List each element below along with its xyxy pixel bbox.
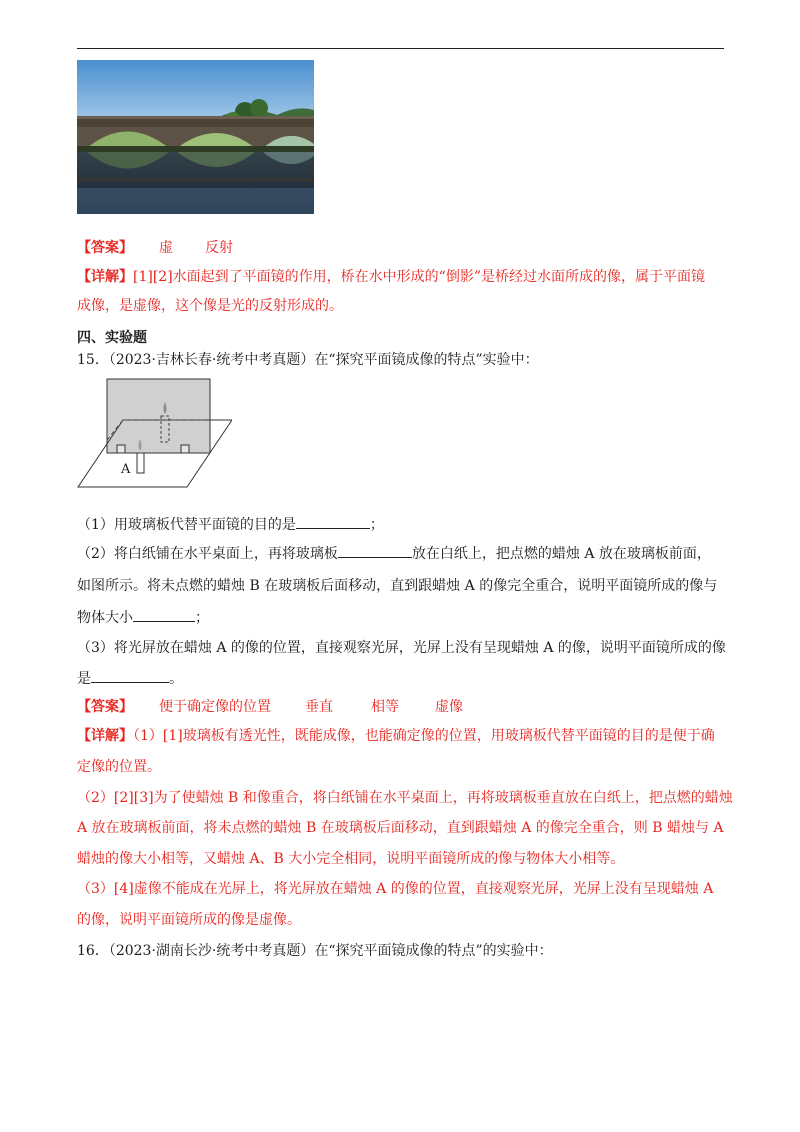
detail-15-line-1	[77, 726, 715, 746]
part-text: 物体大小	[77, 610, 133, 626]
question-15-stem: 15．（2023·吉林长春·统考中考真题）在“探究平面镜成像的特点”实验中：	[77, 352, 539, 368]
answer-item: 便于确定像的位置	[159, 699, 271, 715]
detail-15-line-6: （3）[4]虚像不能成在光屏上，将光屏放在蜡烛 A 的像的位置，直接观察光屏，光屏上没有呈现蜡烛 A	[77, 881, 714, 897]
answer-item: 垂直	[305, 699, 333, 715]
detail-label: 【详解】	[77, 269, 133, 285]
part-text: （1）用玻璃板代替平面镜的目的是	[77, 517, 296, 533]
answer-blank-4[interactable]	[91, 668, 169, 683]
part-text: ；	[195, 610, 209, 626]
answer-item: 反射	[205, 240, 233, 256]
answer-item: 相等	[371, 699, 399, 715]
detail-14-line-1	[77, 267, 705, 287]
question-15-part-3-line-2	[77, 668, 183, 689]
detail-14-line-2: 成像，是虚像，这个像是光的反射形成的。	[77, 298, 343, 314]
detail-15-line-4: A 放在玻璃板前面，将未点燃的蜡烛 B 在玻璃板后面移动，直到跟蜡烛 A 的像完全重合，则 B 蜡烛与 A	[77, 820, 724, 836]
bridge-photo	[77, 60, 314, 214]
answer-blank-3[interactable]	[133, 607, 195, 622]
detail-15-line-2: 定像的位置。	[77, 759, 161, 775]
detail-15-line-7: 的像，说明平面镜所成的像是虚像。	[77, 912, 301, 928]
candle-a-label: A	[121, 462, 131, 477]
answer-14	[77, 238, 233, 258]
answer-blank-2[interactable]	[338, 543, 412, 558]
detail-15-line-5: 蜡烛的像大小相等，又蜡烛 A、B 大小完全相同，说明平面镜所成的像与物体大小相等。	[77, 851, 625, 867]
answer-blank-1[interactable]	[296, 514, 370, 529]
answer-15	[77, 697, 463, 717]
answer-item: 虚像	[435, 699, 463, 715]
part-text: （2）将白纸铺在水平桌面上，再将玻璃板	[77, 546, 338, 562]
question-15-part-2-line-2: 如图所示。将未点燃的蜡烛 B 在玻璃板后面移动，直到跟蜡烛 A 的像完全重合，说明平面镜所成的像与	[77, 578, 718, 594]
part-text: 是	[77, 671, 91, 687]
question-15-part-1	[77, 514, 384, 535]
answer-label: 【答案】	[77, 699, 133, 715]
detail-15-line-3: （2）[2][3]为了使蜡烛 B 和像重合，将白纸铺在水平桌面上，再将玻璃板垂直放在白纸上，把点燃的蜡烛	[77, 790, 733, 806]
detail-text: [1][2]水面起到了平面镜的作用，桥在水中形成的“倒影”是桥经过水面所成的像，属于平面镜	[133, 269, 705, 285]
part-text: 。	[169, 671, 183, 687]
answer-item: 虚	[159, 240, 173, 256]
detail-label: 【详解】	[77, 728, 133, 744]
question-15-part-3: （3）将光屏放在蜡烛 A 的像的位置，直接观察光屏，光屏上没有呈现蜡烛 A 的像，说明平面镜所成的像	[77, 640, 726, 656]
question-15-part-2-line-3	[77, 607, 209, 628]
question-15-part-2	[77, 543, 711, 564]
question-16-stem: 16．（2023·湖南长沙·统考中考真题）在“探究平面镜成像的特点”的实验中：	[77, 943, 553, 959]
answer-label: 【答案】	[77, 240, 133, 256]
section-title: 四、实验题	[77, 330, 147, 346]
header-rule	[77, 48, 724, 49]
part-text: 放在白纸上，把点燃的蜡烛 A 放在玻璃板前面，	[411, 546, 711, 562]
experiment-diagram	[77, 378, 232, 490]
part-text: ；	[369, 517, 384, 533]
detail-text: （1）[1]玻璃板有透光性，既能成像，也能确定像的位置，用玻璃板代替平面镜的目的是便于确	[133, 728, 715, 744]
